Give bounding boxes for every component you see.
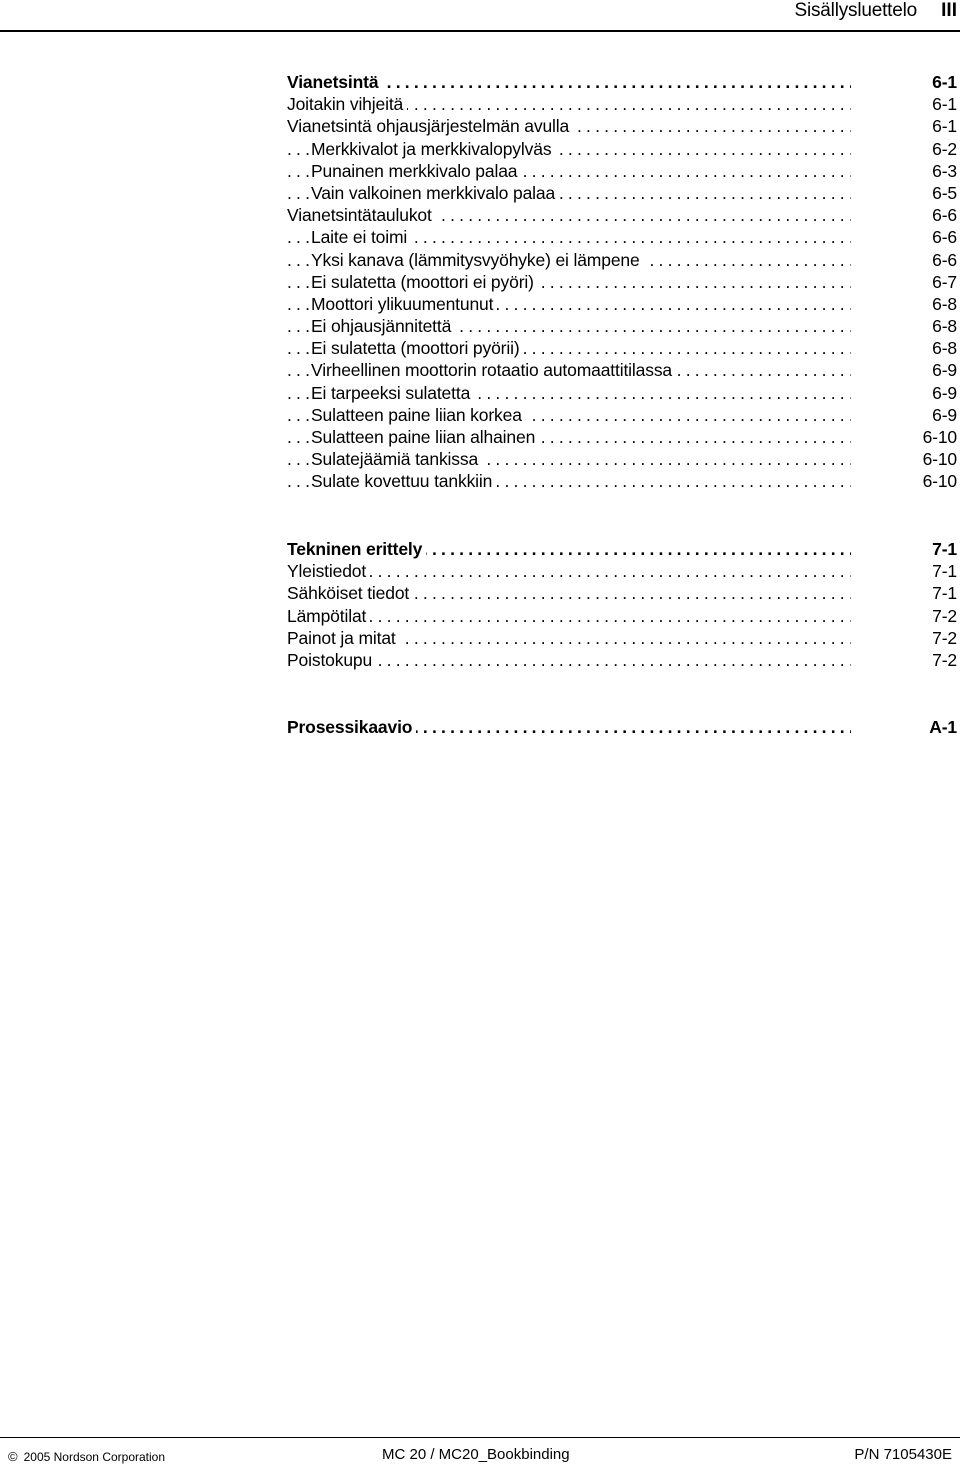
toc-entry-page: 6-1 — [932, 72, 957, 92]
toc-entry[interactable] — [287, 115, 957, 137]
toc-entry-label: Punainen merkkivalo palaa — [311, 160, 521, 182]
toc-section-process-diagram — [287, 716, 957, 738]
toc-entry[interactable] — [287, 293, 957, 315]
toc-entry-page: 6-7 — [932, 271, 957, 292]
toc-entry-page: 6-10 — [922, 471, 957, 492]
toc-entry[interactable] — [287, 315, 957, 337]
toc-entry[interactable] — [287, 426, 957, 448]
footer-manual-title: MC 20 / MC20_Bookbinding — [382, 1446, 570, 1463]
toc-entry-page: 6-9 — [932, 382, 957, 403]
toc-entry-page: 7-1 — [932, 583, 957, 604]
toc-entry[interactable] — [287, 448, 957, 470]
toc-section-specifications — [287, 538, 957, 671]
toc-entry-label: Tekninen erittely — [287, 538, 426, 560]
toc-entry-label: Ei sulatetta (moottori pyörii) — [311, 337, 524, 359]
toc-entry-page: 6-3 — [932, 160, 957, 181]
toc-entry-label: Yleistiedot — [287, 560, 370, 582]
toc-entry-label: Sulatteen paine liian korkea — [311, 404, 526, 426]
toc-entry-page: 7-1 — [932, 539, 957, 559]
footer-copyright — [8, 1445, 165, 1469]
toc-entry-label: Moottori ylikuumentunut — [311, 293, 497, 315]
toc-entry[interactable] — [287, 538, 957, 560]
toc-entry-label: Sulatteen paine liian alhainen — [311, 426, 539, 448]
copyright-icon: © — [8, 1449, 18, 1464]
toc-entry-page: 6-8 — [932, 338, 957, 359]
toc-entry[interactable] — [287, 382, 957, 404]
toc-section-troubleshooting — [287, 71, 957, 493]
toc-entry[interactable] — [287, 138, 957, 160]
toc-entry-label: Vianetsintä — [287, 71, 382, 93]
toc-entry-page: 6-6 — [932, 205, 957, 226]
footer-rule — [0, 1437, 960, 1438]
toc-entry-page: 6-8 — [932, 316, 957, 337]
toc-entry-page: 6-9 — [932, 404, 957, 425]
toc-entry[interactable] — [287, 470, 957, 492]
toc-entry-page: 7-2 — [932, 605, 957, 626]
footer-part-number: P/N 7105430E — [854, 1446, 952, 1463]
toc-entry-label: Joitakin vihjeitä — [287, 93, 407, 115]
toc-entry-label: Sähköiset tiedot — [287, 582, 413, 604]
toc-entry-label: Ei ohjausjännitettä — [311, 315, 455, 337]
toc-entry[interactable] — [287, 249, 957, 271]
header-title: Sisällysluettelo — [794, 0, 917, 21]
toc-entry[interactable] — [287, 160, 957, 182]
toc-entry-label: Painot ja mitat — [287, 627, 400, 649]
toc-entry-label: Prosessikaavio — [287, 716, 416, 738]
toc-entry-page: A-1 — [929, 717, 957, 737]
toc-entry-page: 7-1 — [932, 561, 957, 582]
toc-entry-page: 6-6 — [932, 249, 957, 270]
toc-entry[interactable] — [287, 71, 957, 93]
toc-entry-label: Sulatejäämiä tankissa — [311, 448, 482, 470]
toc-leader-dots — [287, 605, 851, 627]
toc-entry-label: Sulate kovettuu tankkiin — [311, 470, 496, 492]
toc-entry[interactable] — [287, 716, 957, 738]
toc-entry[interactable] — [287, 271, 957, 293]
toc-entry-page: 6-1 — [932, 116, 957, 137]
toc-entry[interactable] — [287, 560, 957, 582]
toc-entry-label: Lämpötilat — [287, 605, 370, 627]
toc-entry-label: Virheellinen moottorin rotaatio automaattitilassa — [311, 359, 676, 381]
toc-entry[interactable] — [287, 627, 957, 649]
toc-entry-label: Poistokupu — [287, 649, 376, 671]
toc-entry-page: 7-2 — [932, 649, 957, 670]
toc-entry-page: 6-5 — [932, 182, 957, 203]
toc-entry-page: 7-2 — [932, 627, 957, 648]
toc-entry-page: 6-9 — [932, 360, 957, 381]
toc-entry[interactable] — [287, 582, 957, 604]
toc-entry-page: 6-6 — [932, 227, 957, 248]
header-rule — [0, 30, 960, 32]
toc-entry-page: 6-1 — [932, 94, 957, 115]
toc-entry-label: Ei tarpeeksi sulatetta — [311, 382, 474, 404]
toc-leader-dots — [287, 560, 851, 582]
toc-entry[interactable] — [287, 182, 957, 204]
toc-entry-page: 6-10 — [922, 427, 957, 447]
toc-entry-label: Yksi kanava (lämmitysvyöhyke) ei lämpene — [311, 249, 644, 271]
toc-entry[interactable] — [287, 649, 957, 671]
toc-entry[interactable] — [287, 605, 957, 627]
toc-entry[interactable] — [287, 337, 957, 359]
toc-entry[interactable] — [287, 359, 957, 381]
header-page-number: III — [941, 0, 957, 21]
page-header — [0, 0, 960, 30]
toc-entry-page: 6-8 — [932, 293, 957, 314]
toc-entry-page: 6-2 — [932, 138, 957, 159]
toc-entry[interactable] — [287, 404, 957, 426]
toc-entry-label: Laite ei toimi — [311, 226, 411, 248]
toc-entry-label: Vianetsintä ohjausjärjestelmän avulla — [287, 115, 573, 137]
toc-entry-label: Merkkivalot ja merkkivalopylväs — [311, 138, 555, 160]
toc-entry-label: Vianetsintätaulukot — [287, 204, 436, 226]
toc-entry-label: Vain valkoinen merkkivalo palaa — [311, 182, 559, 204]
toc-entry-page: 6-10 — [922, 449, 957, 470]
footer-copyright-text: 2005 Nordson Corporation — [23, 1450, 166, 1464]
toc-entry-label: Ei sulatetta (moottori ei pyöri) — [311, 271, 538, 293]
toc-entry[interactable] — [287, 93, 957, 115]
toc-entry[interactable] — [287, 204, 957, 226]
toc-entry[interactable] — [287, 226, 957, 248]
